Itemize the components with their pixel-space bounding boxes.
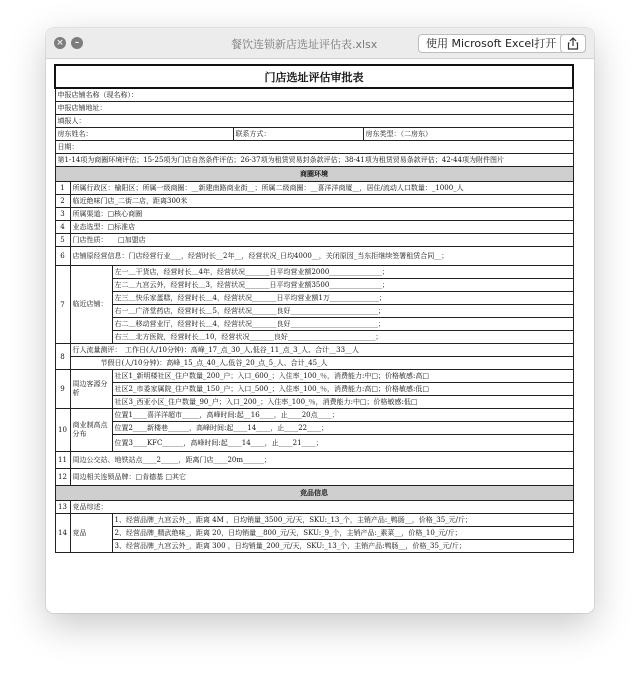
- pedestrian-flow-line: 节假日(人/10分钟)：高峰_15_点_40_人,低谷_20_点_5_人、合计_45_人: [70, 357, 573, 370]
- previous-business-row: 店铺原经营信息：门店经营行业___，经营时长__2年__，经营状况_日均4000__，关闭原因_当东拒继续签署租赁合同__；: [70, 247, 573, 266]
- landlord-type: 房东类型：（二房东）: [363, 128, 573, 141]
- competitor-line: 2、经营品牌_精武绝味_，距离 20，日均销量__800_元/天，SKU:_9_个，主销产品:_素菜__，价格_10_元/斤；: [112, 527, 573, 540]
- sheet-title: 门店选址评估审批表: [55, 65, 573, 88]
- transit-row: 周边公交站、地铁站点____2_____，距离门店____20m______；: [70, 452, 573, 469]
- channel-row: 所属渠道：□核心商圈: [70, 208, 573, 221]
- landlord-name: 房东姓名：: [55, 128, 233, 141]
- date-row: 日期：: [55, 141, 573, 154]
- pedestrian-flow-line: 行人流量测评： 工作日(人/10分钟)：高峰_17_点_30_人,低谷_11_点_3_人、合计__33__人: [70, 344, 573, 357]
- spreadsheet-preview[interactable]: [46, 59, 594, 613]
- row-number: 12: [55, 469, 70, 486]
- section-trade-area: 商圈环境: [55, 167, 573, 182]
- row-number: 5: [55, 234, 70, 247]
- district-row: 所属行政区：榆阳区；所属一级商圈：__新建南路商业街__；所属二级商圈：__喜洋洋商厦__，居住/流动人口数量：_1000_人: [70, 182, 573, 195]
- approval-table: [54, 64, 574, 553]
- competitor-summary-row: 竞品综述：: [70, 501, 573, 514]
- commercial-point-line: 位置3____KFC______，高峰时间:起____14____，止____21____；: [112, 435, 573, 452]
- nearby-shop-line: 左三＿快乐家蛋糕，经营时长＿4，经营状况_______日平均营业额1万______________；: [112, 292, 573, 305]
- community-line: 社区3_西亚小区_住户数量_90_户；入口_200_；入住率_100_％，消费能力:中□；价格敏感:低□: [112, 396, 573, 409]
- nearby-shop-line: 右二＿移动营业厅，经营时长＿4，经营状况_______良好_________________________；: [112, 318, 573, 331]
- title-bar: [46, 28, 594, 59]
- chain-brands-row: 周边相关连锁品牌：□肯德基 □其它: [70, 469, 573, 486]
- note-row: 第1-14项为商圈环境评估；15-25项为门店自然条件评估；26-37项为租赁贸易封条款评估；38-41项为租赁贸易条款评估；42-44项为附件图片: [55, 154, 573, 167]
- commercial-point-line: 位置1____喜洋洋超市_____，高峰时间:起__16____，止____20点____；: [112, 409, 573, 422]
- store-nature-row: 门店性质： □加盟店: [70, 234, 573, 247]
- row-number: 6: [55, 247, 70, 266]
- open-in-excel-button[interactable]: 使用 Microsoft Excel打开: [418, 34, 564, 53]
- format-row: 业态选型：□标准店: [70, 221, 573, 234]
- preview-window: [46, 28, 594, 613]
- row-number: 8: [55, 344, 70, 370]
- share-icon: [561, 35, 585, 52]
- row-number: 9: [55, 370, 70, 409]
- row-number: 13: [55, 501, 70, 514]
- row-number: 3: [55, 208, 70, 221]
- store-address-row: 申报店铺地址：: [55, 102, 573, 115]
- community-line: 社区1_新明楼社区_住户数量_200_户；入口_600_；入住率_100_％，消费能力:中□；价格敏感:高□: [112, 370, 573, 383]
- row-number: 10: [55, 409, 70, 452]
- nearby-shop-line: 左一＿干货店，经营时长＿4年，经营状况_______日平均营业额2000_______________；: [112, 266, 573, 279]
- row-number: 4: [55, 221, 70, 234]
- commercial-point-line: 位置2____新楼巷______，高峰时间:起____14____，止____22____；: [112, 422, 573, 435]
- reporter-row: 填报人：: [55, 115, 573, 128]
- landlord-contact: 联系方式：: [233, 128, 363, 141]
- row-number: 7: [55, 266, 70, 344]
- sheet: [54, 64, 572, 553]
- share-button[interactable]: [560, 34, 586, 53]
- commercial-points-label: 商业制高点分布: [70, 409, 112, 452]
- nearby-shop-line: 右三＿北方医院，经营时长＿10，经营状况_______良好_________________________；: [112, 331, 573, 344]
- customer-analysis-label: 周边客源分析: [70, 370, 112, 409]
- window-title: 餐饮连锁新店选址评估表.xlsx: [231, 38, 378, 51]
- community-line: 社区2_市委家属院_住户数量_150_户；入口_500_；入住率_100_％，消费能力:高□；价格敏感:低□: [112, 383, 573, 396]
- competitor-label: 竞品: [70, 514, 112, 553]
- nearby-shop-line: 左二＿九宫云外，经营时长＿3，经营状况_______日平均营业额3500_______________；: [112, 279, 573, 292]
- nearby-shop-line: 右一＿广济堂药店，经营时长＿5，经营状况_______良好_________________________；: [112, 305, 573, 318]
- row-number: 14: [55, 514, 70, 553]
- competitor-line: 1、经营品牌_九宫云外_，距离 4M ，日均销量_3500_元/天，SKU:_13_个，主销产品:_鸭肠__，价格_35_元/斤；: [112, 514, 573, 527]
- close-icon[interactable]: ×: [54, 37, 66, 49]
- row-number: 2: [55, 195, 70, 208]
- title-row: [55, 65, 573, 88]
- nearby-store-row: 临近绝味门店_二街二店，距离300米: [70, 195, 573, 208]
- competitor-line: 3、经营品牌_九宫云外_，距离 300 ，日均销量_200_元/天，SKU:_13_个，主销产品:鸭肠__，价格_35_元/斤；: [112, 540, 573, 553]
- nearby-shops-label: 临近店铺：: [70, 266, 112, 344]
- minimize-icon[interactable]: –: [71, 37, 83, 49]
- store-name-row: 申报店铺名称（现名称）：: [55, 88, 573, 102]
- section-competitors: 竞品信息: [55, 486, 573, 501]
- row-number: 11: [55, 452, 70, 469]
- row-number: 1: [55, 182, 70, 195]
